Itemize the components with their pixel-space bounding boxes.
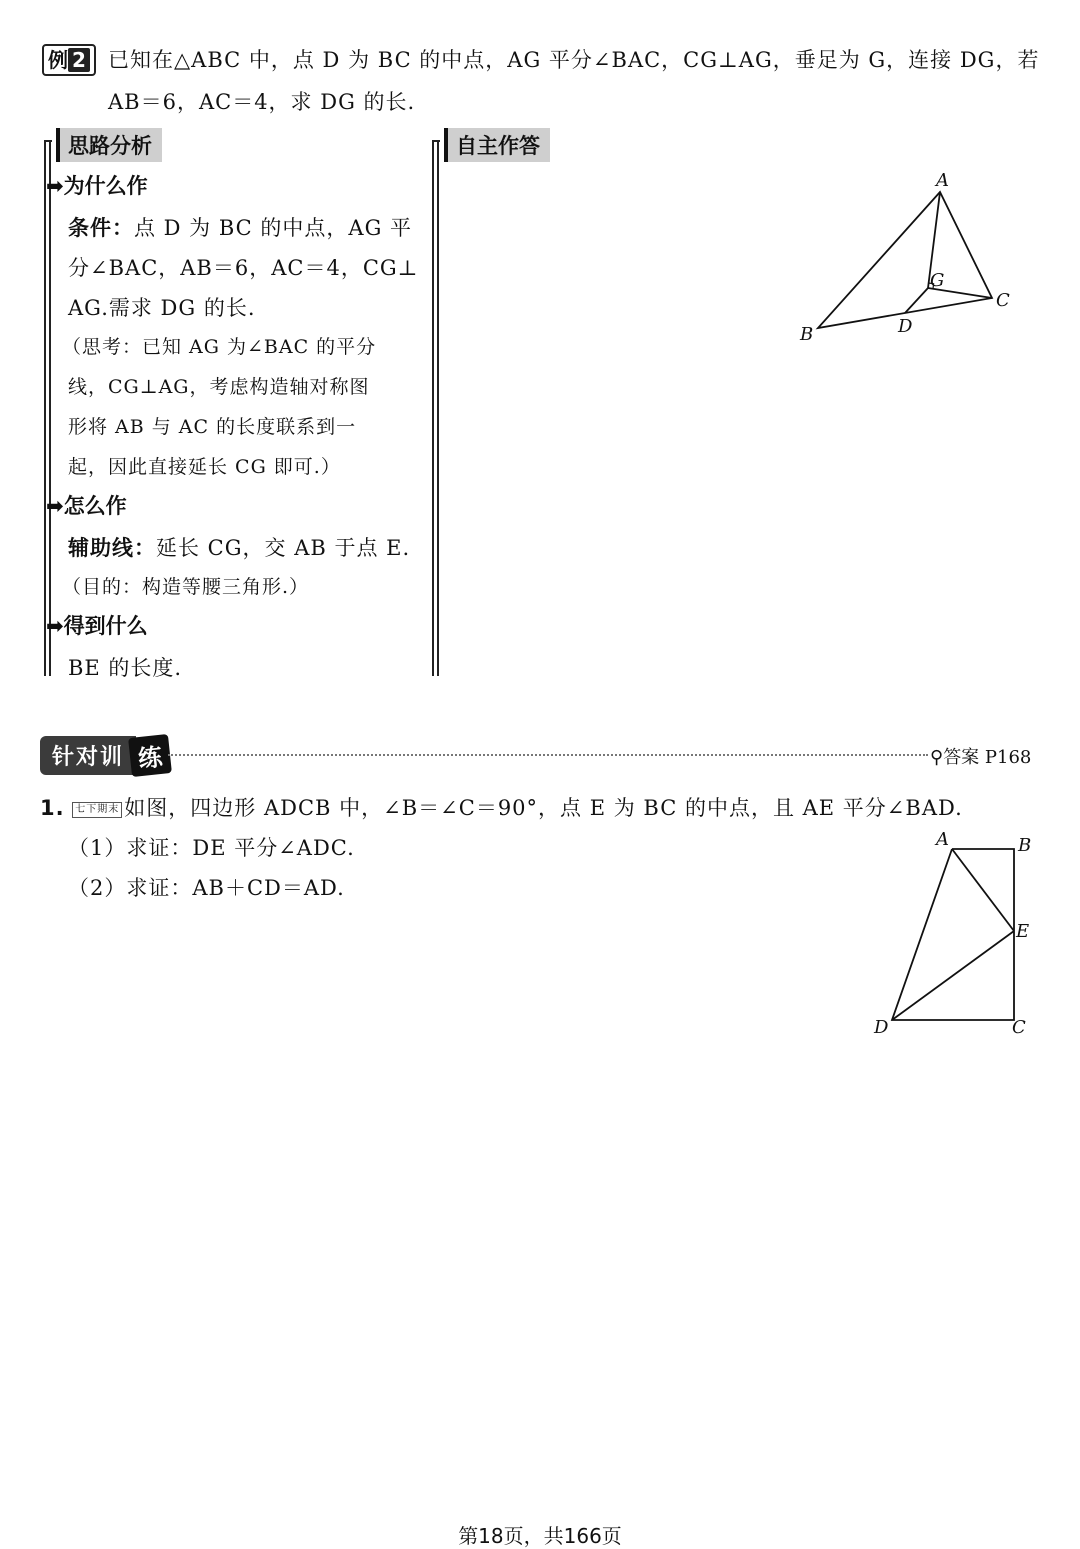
practice-banner	[40, 736, 170, 774]
answer-reference	[930, 743, 1031, 769]
page-footer: 第18页，共166页	[458, 1524, 622, 1548]
condition-line2: 分∠BAC，AB＝6，AC＝4，CG⊥	[68, 256, 419, 280]
practice-divider	[168, 754, 928, 756]
label-d: D	[898, 316, 913, 337]
triangle-figure	[780, 160, 1040, 360]
answer-area-title: 自主作答	[444, 128, 550, 162]
label-b: B	[800, 324, 814, 345]
think-line3: 形将 AB 与 AC 的长度联系到一	[68, 416, 357, 438]
why-heading-text: 为什么作	[63, 174, 148, 198]
question-1-text: 如图，四边形 ADCB 中，∠B＝∠C＝90°，点 E 为 BC 的中点，且 AE 平分∠BAD.	[124, 796, 963, 820]
quadrilateral-figure	[860, 825, 1060, 1050]
label-b2: B	[1018, 835, 1032, 856]
example-badge-number: 2	[68, 48, 90, 72]
label-a2: A	[936, 829, 949, 850]
arrow-right-icon: ➡	[46, 614, 64, 638]
get-heading	[46, 610, 148, 640]
get-heading-text: 得到什么	[63, 614, 148, 638]
arrow-right-icon: ➡	[46, 494, 64, 518]
example-problem-line1: 已知在△ABC 中，点 D 为 BC 的中点，AG 平分∠BAC，CG⊥AG，垂足为 G，连接 DG，若	[108, 48, 1040, 72]
think-line1: （思考：已知 AG 为∠BAC 的平分	[62, 336, 377, 358]
label-g: G	[930, 270, 945, 291]
question-1	[40, 792, 963, 822]
analysis-left-rule	[44, 140, 51, 676]
condition-text1: 点 D 为 BC 的中点，AG 平	[134, 216, 413, 240]
example-badge-prefix: 例	[48, 48, 69, 72]
aux-line	[68, 532, 410, 562]
label-c2: C	[1012, 1017, 1026, 1038]
segment-ed	[892, 931, 1014, 1020]
triangle-abc	[818, 192, 992, 328]
segment-ae	[952, 849, 1014, 931]
practice-banner-accent: 练	[128, 734, 172, 777]
condition-label: 条件：	[68, 216, 134, 240]
condition-line3: AG.需求 DG 的长.	[68, 296, 256, 320]
label-d2: D	[874, 1017, 889, 1038]
aux-label: 辅助线：	[68, 536, 156, 560]
analysis-right-rule	[432, 140, 439, 676]
how-heading-text: 怎么作	[63, 494, 127, 518]
why-heading	[46, 170, 148, 200]
label-c: C	[996, 290, 1010, 311]
question-1-part1: （1）求证：DE 平分∠ADC.	[68, 836, 355, 860]
key-icon: ⚲	[930, 747, 944, 768]
example-problem-line2: AB＝6，AC＝4，求 DG 的长.	[108, 90, 416, 114]
how-heading	[46, 490, 127, 520]
think-line2: 线，CG⊥AG，考虑构造轴对称图	[68, 376, 370, 398]
aux-purpose: （目的：构造等腰三角形.）	[62, 576, 310, 598]
answer-reference-text: 答案 P168	[943, 747, 1032, 768]
question-1-part2: （2）求证：AB＋CD＝AD.	[68, 876, 345, 900]
question-1-source-tag: 七下期末	[72, 802, 122, 818]
example-badge	[42, 44, 96, 76]
label-e2: E	[1016, 921, 1030, 942]
condition-line1	[68, 212, 412, 242]
get-text: BE 的长度.	[68, 656, 183, 680]
aux-text: 延长 CG，交 AB 于点 E.	[156, 536, 411, 560]
question-1-number: 1.	[40, 796, 65, 820]
arrow-right-icon: ➡	[46, 174, 64, 198]
think-line4: 起，因此直接延长 CG 即可.）	[68, 456, 341, 478]
label-a: A	[936, 170, 949, 191]
practice-banner-main: 针对训	[40, 736, 136, 775]
quadrilateral-adcb	[892, 849, 1014, 1020]
analysis-title: 思路分析	[56, 128, 162, 162]
